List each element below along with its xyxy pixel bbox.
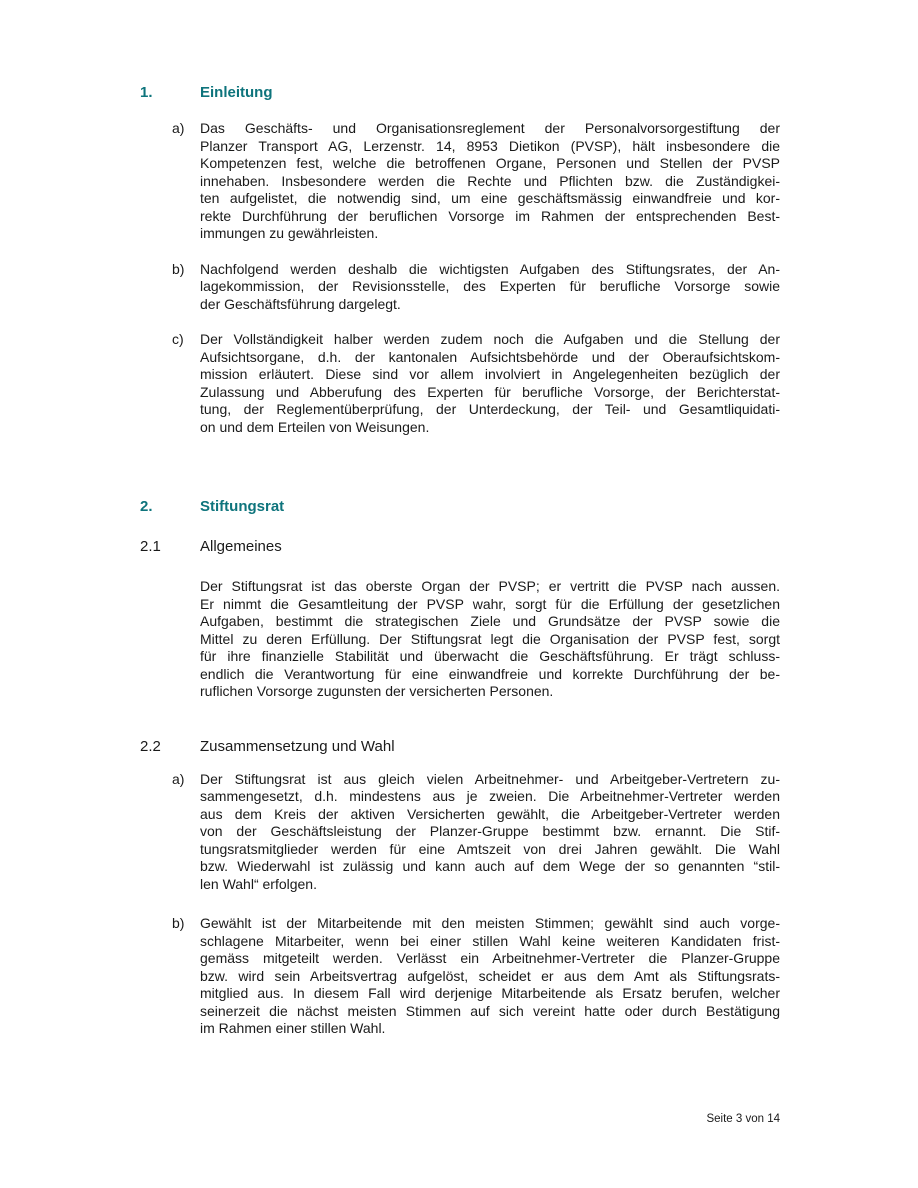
text-line: seinerzeit die nächst meisten Stimmen auf sich vereint hatte oder durch Bestätigung	[200, 1002, 780, 1019]
item-text	[200, 771, 780, 894]
heading-title: Allgemeines	[200, 538, 282, 555]
item-text	[200, 915, 780, 1038]
text-line: Der Stiftungsrat ist das oberste Organ der PVSP; er vertritt die PVSP nach aussen.	[200, 578, 780, 594]
item-letter-label: a)	[172, 120, 185, 136]
document-body	[140, 83, 780, 1038]
text-line: im Rahmen einer stillen Wahl.	[200, 1020, 386, 1036]
heading-title: Einleitung	[200, 84, 273, 101]
text-line: Gewählt ist der Mitarbeitende mit den meisten Stimmen; gewählt sind auch vorge-	[200, 915, 780, 931]
text-line: Aufgaben, bestimmt die strategischen Ziele und Grundsätze der PVSP sowie die	[200, 613, 780, 629]
text-line: Kompetenzen fest, welche die betroffenen Organe, Personen und Stellen der PVSP	[200, 155, 780, 171]
lettered-item	[172, 915, 780, 1038]
text-line: Der Vollständigkeit halber werden zudem noch die Aufgaben und die Stellung der	[200, 331, 780, 347]
text-line: lagekommission, der Revisionsstelle, des Experten für berufliche Vorsorge sowie	[200, 278, 780, 294]
heading-number: 2.2	[140, 737, 161, 755]
text-line: Mittel zu deren Erfüllung. Der Stiftungsrat legt die Organisation der PVSP fest, sorgt	[200, 630, 780, 647]
text-line: on und dem Erteilen von Weisungen.	[200, 418, 430, 435]
text-line: für ihre finanzielle Stabilität und überwacht die Geschäftsführung. Er trägt schluss-	[200, 648, 780, 664]
subsection-heading	[140, 537, 780, 556]
text-line: aus dem Kreis der aktiven Versicherten gewählt, die Arbeitgeber-Vertreter werden	[200, 805, 780, 822]
text-line: von der Geschäftsleistung der Planzer-Gruppe bestimmt bzw. ernannt. Die Stif-	[200, 823, 780, 839]
text-line: rekte Durchführung der beruflichen Vorsorge im Rahmen der entsprechenden Best-	[200, 207, 780, 224]
item-letter-label: c)	[172, 331, 184, 347]
item-text	[200, 261, 780, 314]
subsection-heading	[140, 737, 780, 756]
text-line: bzw. Wiederwahl ist zulässig und kann auch auf dem Wege der so genannten “stil-	[200, 858, 780, 874]
text-line: Planzer Transport AG, Lerzenstr. 14, 8953 Dietikon (PVSP), hält insbesondere die	[200, 137, 780, 154]
heading-number: 2.1	[140, 538, 161, 555]
item-letter-label: a)	[172, 770, 185, 787]
text-line: Der Stiftungsrat ist aus gleich vielen Arbeitnehmer- und Arbeitgeber-Vertretern zu-	[200, 770, 780, 787]
text-line: Aufsichtsorgane, d.h. der kantonalen Aufsichtsbehörde und der Oberaufsichtskom-	[200, 348, 780, 365]
text-line: immungen zu gewährleisten.	[200, 225, 379, 241]
text-line: Er nimmt die Gesamtleitung der PVSP wahr, sorgt für die Erfüllung der gesetzlichen	[200, 595, 780, 612]
heading-title: Zusammensetzung und Wahl	[200, 737, 395, 755]
heading-number: 1.	[140, 84, 153, 101]
text-line: bzw. wird sein Arbeitsvertrag aufgelöst, scheidet er aus dem Amt als Stiftungsrats-	[200, 967, 780, 984]
lettered-item	[172, 120, 780, 243]
text-line: innehaben. Insbesondere werden die Rechte und Pflichten bzw. die Zuständigkei-	[200, 172, 780, 189]
chapter-heading	[140, 497, 780, 516]
text-line: Zulassung und Abberufung des Experten für berufliche Vorsorge, der Berichterstat-	[200, 383, 780, 400]
text-line: mission erläutert. Diese sind vor allem involviert in Angelegenheiten bezüglich der	[200, 366, 780, 382]
item-letter-label: b)	[172, 260, 185, 277]
text-line: sammengesetzt, d.h. mindestens aus je zweien. Die Arbeitnehmer-Vertreter werden	[200, 788, 780, 804]
text-line: len Wahl“ erfolgen.	[200, 875, 317, 892]
text-line: endlich die Verantwortung für eine einwandfreie und korrekte Durchführung der be-	[200, 665, 780, 682]
item-text	[200, 120, 780, 243]
text-line: Nachfolgend werden deshalb die wichtigsten Aufgaben des Stiftungsrates, der An-	[200, 260, 780, 277]
text-line: ruflichen Vorsorge zugunsten der versicherten Personen.	[200, 683, 554, 699]
text-line: tungsratsmitglieder werden für eine Amtszeit von drei Jahren gewählt. Die Wahl	[200, 840, 780, 857]
lettered-item	[172, 331, 780, 436]
text-line: tung, der Reglementüberprüfung, der Unterdeckung, der Teil- und Gesamtliquidati-	[200, 401, 780, 417]
text-line: Das Geschäfts- und Organisationsreglement der Personalvorsorgestiftung der	[200, 120, 780, 136]
text-line: der Geschäftsführung dargelegt.	[200, 295, 401, 312]
paragraph	[200, 578, 780, 701]
text-line: ten aufgelistet, die notwendig sind, um eine geschäftsmässig einwandfreie und kor-	[200, 190, 780, 206]
lettered-item	[172, 261, 780, 314]
text-line: schlagene Mitarbeiter, wenn bei einer stillen Wahl keine weiteren Kandidaten frist-	[200, 932, 780, 949]
page-number-label: Seite 3 von 14	[706, 1113, 780, 1125]
lettered-item	[172, 771, 780, 894]
text-line: gemäss mitgeteilt werden. Verlässt ein Arbeitnehmer-Vertreter die Planzer-Gruppe	[200, 950, 780, 966]
text-line: mitglied aus. In diesem Fall wird derjenige Mitarbeitende als Ersatz berufen, welcher	[200, 985, 780, 1001]
chapter-heading	[140, 83, 780, 102]
item-text	[200, 331, 780, 436]
heading-title: Stiftungsrat	[200, 498, 285, 515]
item-letter-label: b)	[172, 915, 185, 931]
heading-number: 2.	[140, 498, 153, 515]
